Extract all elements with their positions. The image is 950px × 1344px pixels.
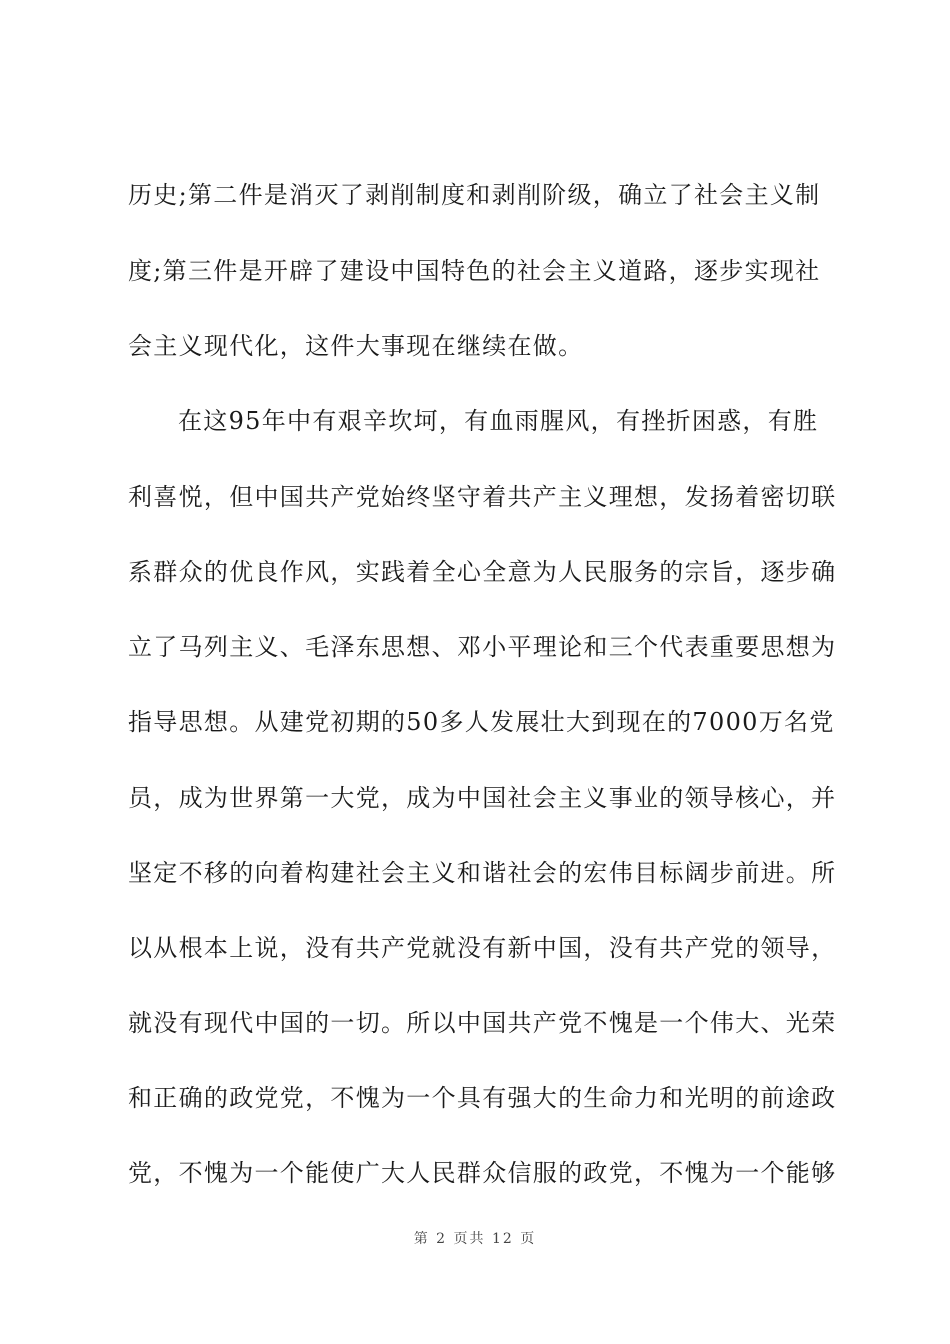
text-line: 会主义现代化，这件大事现在继续在做。 [128,332,584,360]
text-line: 坚定不移的向着构建社会主义和谐社会的宏伟目标阔步前进。所 [128,859,837,887]
text-line: 利喜悦，但中国共产党始终坚守着共产主义理想，发扬着密切联 [128,483,837,511]
text-line: 以从根本上说，没有共产党就没有新中国，没有共产党的领导， [128,934,837,962]
text-line: 指导思想。从建党初期的50多人发展壮大到现在的7000万名党 [128,708,835,736]
text-line: 度;第三件是开辟了建设中国特色的社会主义道路，逐步实现社 [128,257,821,285]
text-line: 员，成为世界第一大党，成为中国社会主义事业的领导核心，并 [128,784,837,812]
text-line: 党，不愧为一个能使广大人民群众信服的政党，不愧为一个能够 [128,1159,837,1187]
text-line: 就没有现代中国的一切。所以中国共产党不愧是一个伟大、光荣 [128,1009,837,1037]
text-line: 和正确的政党党，不愧为一个具有强大的生命力和光明的前途政 [128,1084,837,1112]
text-line: 系群众的优良作风，实践着全心全意为人民服务的宗旨，逐步确 [128,558,837,586]
paragraph-first-line: 在这95年中有艰辛坎坷，有血雨腥风，有挫折困惑，有胜 [178,407,819,435]
text-line: 立了马列主义、毛泽东思想、邓小平理论和三个代表重要思想为 [128,633,837,661]
page-number-footer: 第 2 页共 12 页 [413,1231,537,1247]
text-line: 历史;第二件是消灭了剥削制度和剥削阶级，确立了社会主义制 [128,181,821,209]
